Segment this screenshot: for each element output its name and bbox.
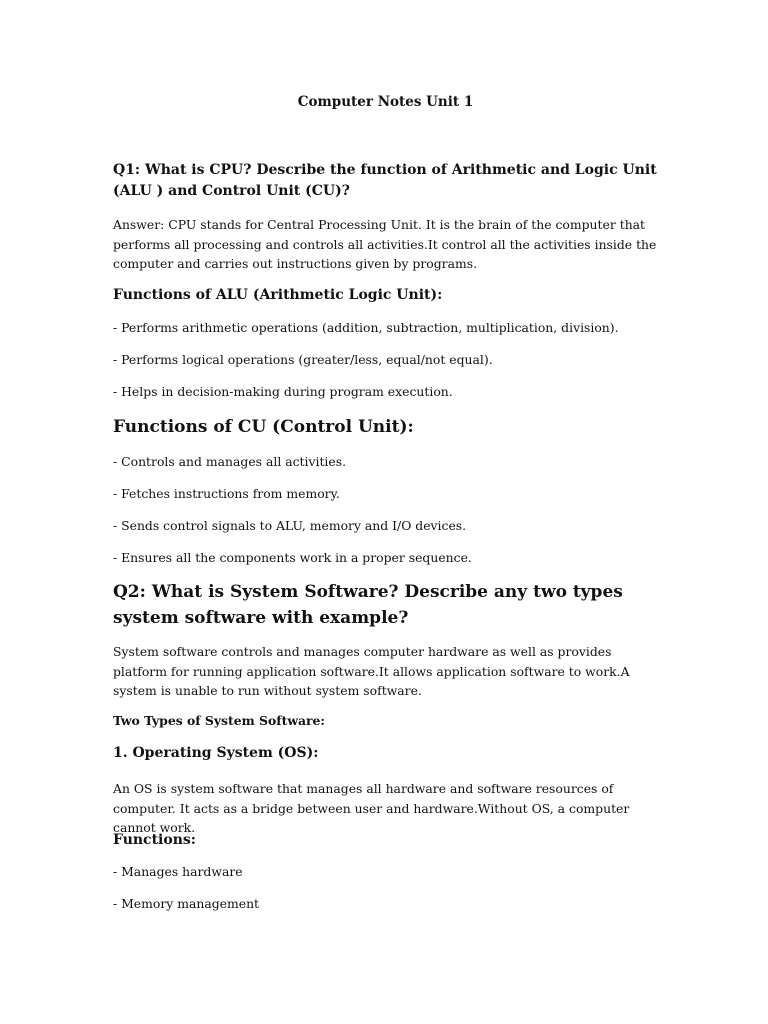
document-title: Computer Notes Unit 1 (297, 94, 474, 110)
functions-item: - Manages hardware (113, 864, 243, 879)
functions-item: - Memory management (113, 896, 260, 911)
cu-heading: Functions of CU (Control Unit): (113, 417, 414, 437)
cu-item: - Fetches instructions from memory. (113, 486, 340, 501)
functions-heading: Functions: (113, 832, 196, 848)
q1-answer: Answer: CPU stands for Central Processing Unit. It is the brain of the computer that performs all processing and controls all activities.It control all the activities inside the computer and carries out instructions given by programs. (113, 217, 657, 271)
os-heading: 1. Operating System (OS): (113, 745, 319, 761)
cu-item: - Ensures all the components work in a proper sequence. (113, 550, 472, 565)
alu-item: - Helps in decision-making during program execution. (113, 384, 453, 399)
system-software-types-heading: Two Types of System Software: (113, 713, 326, 728)
q2-heading: Q2: What is System Software? Describe any two types system software with example? (113, 582, 623, 628)
cu-item: - Sends control signals to ALU, memory and I/O devices. (113, 518, 467, 533)
alu-item: - Performs logical operations (greater/less, equal/not equal). (113, 352, 493, 367)
q2-answer: System software controls and manages computer hardware as well as provides platform for running application software.It allows application software to work.A system is unable to run without system software. (113, 644, 630, 698)
q1-heading: Q1: What is CPU? Describe the function of Arithmetic and Logic Unit (ALU ) and Control Unit (CU)? (113, 162, 657, 199)
alu-heading: Functions of ALU (Arithmetic Logic Unit): (113, 287, 443, 303)
alu-item: - Performs arithmetic operations (addition, subtraction, multiplication, division). (113, 320, 619, 335)
os-description: An OS is system software that manages all hardware and software resources of computer. It acts as a bridge between user and hardware.Without OS, a computer cannot work. (113, 781, 630, 835)
cu-item: - Controls and manages all activities. (113, 454, 347, 469)
